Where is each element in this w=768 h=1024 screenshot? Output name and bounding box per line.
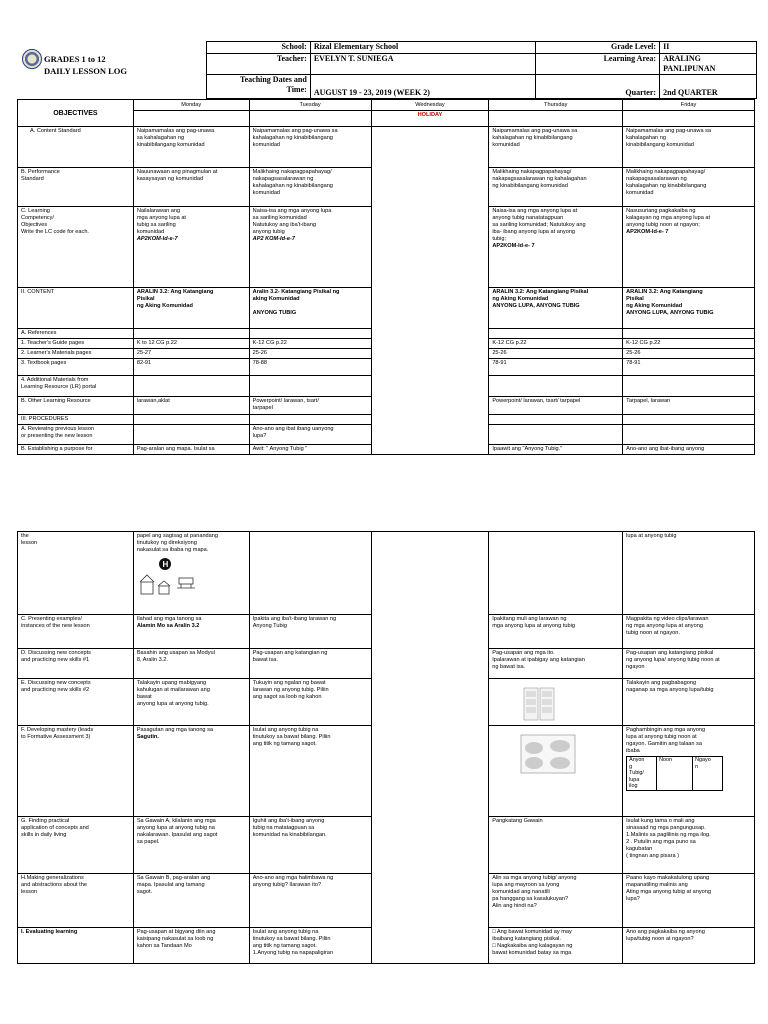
mini-cell: Ngayo n (693, 757, 723, 791)
cell: K-12 CG p.22 (489, 339, 623, 349)
cell: Ano ang pagkakaiba ng anyong lupa/tubig noon at ngayon? (623, 928, 755, 964)
cell: ARALIN 3.2: Ang Katangiang Pisikal ng Aking Komunidad (133, 288, 249, 329)
cell: Malikhaing nakapagpapahayag/ nakapagsasalarawan ng kahalagahan ng kinabibilangang komunidad (249, 168, 371, 207)
mini-cell: Anyon g Tubig/ lupa ilog (627, 757, 657, 791)
teacher-value: EVELYN T. SUNIEGA (310, 54, 536, 75)
cell: Basahin ang usapan sa Modyul 8, Aralin 3.2. (133, 649, 249, 679)
deped-seal-icon (22, 49, 42, 69)
purpose-label-cont: the lesson (18, 532, 134, 615)
content-label: II. CONTENT (18, 288, 134, 329)
cell-text: papel ang sagisag at panandang tinutukoy ng direksiyong nakasulat sa ibaba ng mapa. (136, 533, 218, 553)
cell-text: Naisa-isa ang mga anyong lupa at anyong tubig nanatatagpuan sa sariling komunidad; Natutukoy ang iba- ibang anyong lupa at anyong tubig; (492, 208, 586, 242)
discussing-1-label: D. Discussing new concepts and practicing new skills #1 (18, 649, 134, 679)
cell: 25-26 (489, 349, 623, 359)
cell: Ipakitang muli ang larawan ng mga anyong lupa at anyong tubig (489, 615, 623, 649)
performance-standard-label: B. Performance Standard (18, 168, 134, 207)
cell: 25-26 (623, 349, 755, 359)
cell: Iguhit ang iba't-ibang anyong tubig na matatagpuan sa komunidad na kinabibilangan. (249, 817, 371, 874)
cell: Paano kayo makakatulong upang mapanatiling malinis ang Ating mga anyong tubig at anyong lupa? (623, 874, 755, 928)
purpose-label: B. Establishing a purpose for (18, 445, 134, 455)
cell: Tarpapel, larawan (623, 397, 755, 415)
grade-label: Grade Level: (536, 42, 660, 54)
map-symbols-icon (137, 554, 207, 598)
cell-text: Nailalarawan ang mga anyong lupa at tubig sa sariling komunidad (136, 208, 186, 235)
cell: ARALIN 3.2: Ang Katangiang Pisikal ng Aking Komunidad ANYONG LUPA, ANYONG TUBIG (489, 288, 623, 329)
wednesday-holiday-column (371, 127, 489, 455)
cell (133, 532, 249, 615)
cell-text: Ilahad ang mga tanong sa (136, 616, 202, 622)
school-label: School: (207, 42, 311, 54)
evaluating-label: I. Evaluating learning (18, 928, 134, 964)
cell: Nauunawaan ang pinagmulan at kasaysayan ng komunidad (133, 168, 249, 207)
cell: lupa at anyong tubig (623, 532, 755, 615)
header-table (206, 41, 757, 99)
lc-code: AP2KOM-Id-e- 7 (626, 229, 669, 235)
log-title-line1: GRADES 1 to 12 (44, 54, 106, 64)
log-title-line2: DAILY LESSON LOG (44, 66, 127, 76)
cell: Talakayin upang mabigyang kahulugan at mailarawan ang bawat anyong lupa at anyong tubig. (133, 679, 249, 726)
cell: Pag-aralan ang mapa. Isulat sa (133, 445, 249, 455)
comparison-table (626, 756, 723, 791)
lesson-table-page2 (17, 531, 755, 964)
cell (623, 726, 755, 817)
teacher-label: Teacher: (207, 54, 311, 75)
cell: Powerpoint/ larawan, tsart/ tarpapel (249, 397, 371, 415)
application-label: G. Finding practical application of concepts and skills in daily living (18, 817, 134, 874)
quarter-label: Quarter: (536, 75, 660, 99)
pictures-image-icon (520, 734, 576, 774)
learning-competency-label: C. Learning Competency/ Objectives Write the LC code for each. (18, 207, 134, 288)
cell: Powerpoint/ larawan, tsart/ tarpapel (489, 397, 623, 415)
lc-code: AP2KOM-Id-e-7 (136, 236, 178, 242)
cell-text: ANYONG TUBIG (252, 310, 297, 316)
day-friday: Friday (623, 100, 755, 111)
worksheet-image-icon (522, 687, 562, 721)
cell: Isulat ang anyong tubig na tinutukoy sa bawat bilang. Piliin ang titik ng tamang sagot. (249, 726, 371, 817)
cell: Awit: " Anyong Tubig " (249, 445, 371, 455)
lc-code: AP2 KOM-Id-e-7 (252, 236, 295, 242)
area-value: ARALING PANLIPUNAN (660, 54, 757, 75)
cell: Sa Gawain B, pag-aralan ang mapa. Ipasulat ang tamang sagot. (133, 874, 249, 928)
cell: Ano-ano ang mga halimbawa ng anyong tubig? Ilarawan ito? (249, 874, 371, 928)
generalization-label: H.Making generalizations and abstractions about the lesson (18, 874, 134, 928)
cell: Tukuyin ang ngalan ng bawat larawan ng anyong tubig. Piliin ang sagot sa loob ng kahon (249, 679, 371, 726)
cell: Naipamamalas ang pag-unawa sa kahalagahan ng kinabibilangang komunidad (133, 127, 249, 168)
cell: Pag-usapan ang katangian ng bawat isa. (249, 649, 371, 679)
cell-text: Paghambingin ang mga anyong lupa at anyong tubig noon at ngayon. Gamitin ang talaan sa ibaba (626, 727, 706, 754)
cell-text: Aralin 3.2- Katangiang Pisikal ng aking Komunidad (252, 289, 340, 302)
references-label: A. References (18, 329, 134, 339)
day-monday: Monday (133, 100, 249, 111)
day-wednesday: Wednesday (371, 100, 489, 111)
cell: Pag-usapan at bigyang diin ang kaisipang nakasulat sa loob ng kahon sa Tandaan Mo (133, 928, 249, 964)
cell (489, 726, 623, 817)
content-standard-label: A. Content Standard (18, 127, 134, 168)
cell (249, 207, 371, 288)
wednesday-holiday-column (371, 532, 489, 964)
cell: Alin sa mga anyong tubig/ anyong lupa ang mayroon sa iyong komunidad ang nanatili pa hanggang sa kasalukuyan? Alin ang hindi na? (489, 874, 623, 928)
cell: 78-91 (623, 359, 755, 376)
mastery-label: F. Developing mastery (leads to Formative Assessment 3) (18, 726, 134, 817)
cell: Isulat ang anyong tubig na tinutukoy sa bawat bilang. Piliin ang titik ng tamang sagot. 1.Anyong tubig na napapaligiran (249, 928, 371, 964)
tg-pages-label: 1. Teacher's Guide pages (18, 339, 134, 349)
mini-cell: Noon (657, 757, 693, 791)
cell: 78-88 (249, 359, 371, 376)
lesson-table-page1 (17, 99, 755, 455)
other-resource-label: B. Other Learning Resource (18, 397, 134, 415)
cell (489, 207, 623, 288)
cell: Pangkatang Gawain (489, 817, 623, 874)
cell: Talakayin ang pagbabagong naganap sa mga anyong lupa/tubig (623, 679, 755, 726)
cell: Ano-ano ang ibat-ibang anyong (623, 445, 755, 455)
presenting-label: C. Presenting examples/ instances of the new lesson (18, 615, 134, 649)
holiday-label: HOLIDAY (371, 111, 489, 127)
cell (249, 288, 371, 329)
cell: Ipaawit ang "Anyong Tubig." (489, 445, 623, 455)
dates-label (207, 75, 311, 99)
dates-label-2: Time: (286, 85, 307, 94)
dates-label-1: Teaching Dates and (239, 75, 307, 84)
cell: Naipamamalas ang pag-unawa sa kahalagahan ng kinabibilangang komunidad (489, 127, 623, 168)
lc-code: AP2KOM-Id-e- 7 (492, 243, 535, 249)
cell: 82-91 (133, 359, 249, 376)
school-value: Rizal Elementary School (310, 42, 536, 54)
cell: K-12 CG p.22 (623, 339, 755, 349)
review-label: A. Reviewing previous lesson or presenting the new lesson (18, 425, 134, 445)
objectives-heading: OBJECTIVES (18, 100, 134, 127)
svg-text:H: H (162, 560, 169, 569)
cell: K-12 CG p.22 (249, 339, 371, 349)
additional-materials-label: 4. Additional Materials from Learning Resource (LR) portal (18, 376, 134, 397)
cell: Malikhaing nakapagpapahayag/ nakapagsasalarawan ng kahalagahan ng kinabibilangang komunidad (489, 168, 623, 207)
cell: Malikhaing nakapagpapahayag/ nakapagsasalarawan ng kahalagahan ng kinabibilangang komunidad (623, 168, 755, 207)
cell: Naipamamalas ang pag-unawa sa kahalagahan ng kinabibilangang komunidad (249, 127, 371, 168)
procedures-label: III. PROCEDURES (18, 415, 134, 425)
cell: 25-26 (249, 349, 371, 359)
cell: Ipakita ang iba't-ibang larawan ng Anyong Tubig (249, 615, 371, 649)
area-label: Learning Area: (536, 54, 660, 75)
cell-text: Naisa-isa ang mga anyong lupa sa sariling komunidad Natutukoy ang iba't-ibang anyong tubig (252, 208, 332, 235)
cell-text: Sagutin. (136, 734, 159, 740)
cell: Magpakita ng video clips/larawan ng mga anyong lupa at anyong tubig noon at ngayon. (623, 615, 755, 649)
cell: ARALIN 3.2: Ang Katangiang Pisikal ng Aking Komunidad ANYONG LUPA, ANYONG TUBIG (623, 288, 755, 329)
cell-text: Pasagutan ang mga tanong sa (136, 727, 214, 733)
day-tuesday: Tuesday (249, 100, 371, 111)
cell: 78-91 (489, 359, 623, 376)
cell: Pag-usapan ang katangiang pisikal ng anyong lupa/ anyong tubig noon at ngayon (623, 649, 755, 679)
cell (623, 207, 755, 288)
cell: Ano-ano ang ibat ibang uanyong lupa? (249, 425, 371, 445)
cell: larawan,aklat (133, 397, 249, 415)
cell (133, 207, 249, 288)
cell (489, 679, 623, 726)
cell-text: Alamin Mo sa Aralin 3.2 (136, 623, 200, 629)
cell: K to 12 CG p.22 (133, 339, 249, 349)
textbook-pages-label: 3. Textbook pages (18, 359, 134, 376)
cell (133, 726, 249, 817)
quarter-value: 2nd QUARTER (660, 75, 757, 99)
dates-value: AUGUST 19 - 23, 2019 (WEEK 2) (310, 75, 536, 99)
cell: Isulat kung tama o mali ang sinasaad ng mga pangungusap. 1.Malinis sa paglilinis ng mga ilog. 2 . Putulin ang mga puno sa kagubatan ( tingnan ang pisara ) (623, 817, 755, 874)
day-thursday: Thursday (489, 100, 623, 111)
cell: □ Ang bawat komunidad ay may ibaibang katangiang pisikal. □ Nagkakaiba ang kalagayan ng bawat komunidad batay sa mga (489, 928, 623, 964)
cell: Pag-usapan ang mga ito. Ipalarawan at ipabigay ang katangian ng bawat isa. (489, 649, 623, 679)
cell (133, 615, 249, 649)
cell: 25-27 (133, 349, 249, 359)
cell-text: Nasusuriang pagkakaiba ng kalagayan ng mga anyong lupa at anyong tubig noon at ngayon; (626, 208, 711, 228)
grade-value: II (660, 42, 757, 54)
lm-pages-label: 2. Learner's Materials pages (18, 349, 134, 359)
discussing-2-label: E. Discussing new concepts and practicing new skills #2 (18, 679, 134, 726)
cell: Sa Gawain A, kilalanin ang mga anyong lupa at anyong tubig na nakalarawan. Ipasulat ang sagot sa papel. (133, 817, 249, 874)
cell: Naipamamalas ang pag-unawa sa kahalagahan ng kinabibilangang komunidad (623, 127, 755, 168)
